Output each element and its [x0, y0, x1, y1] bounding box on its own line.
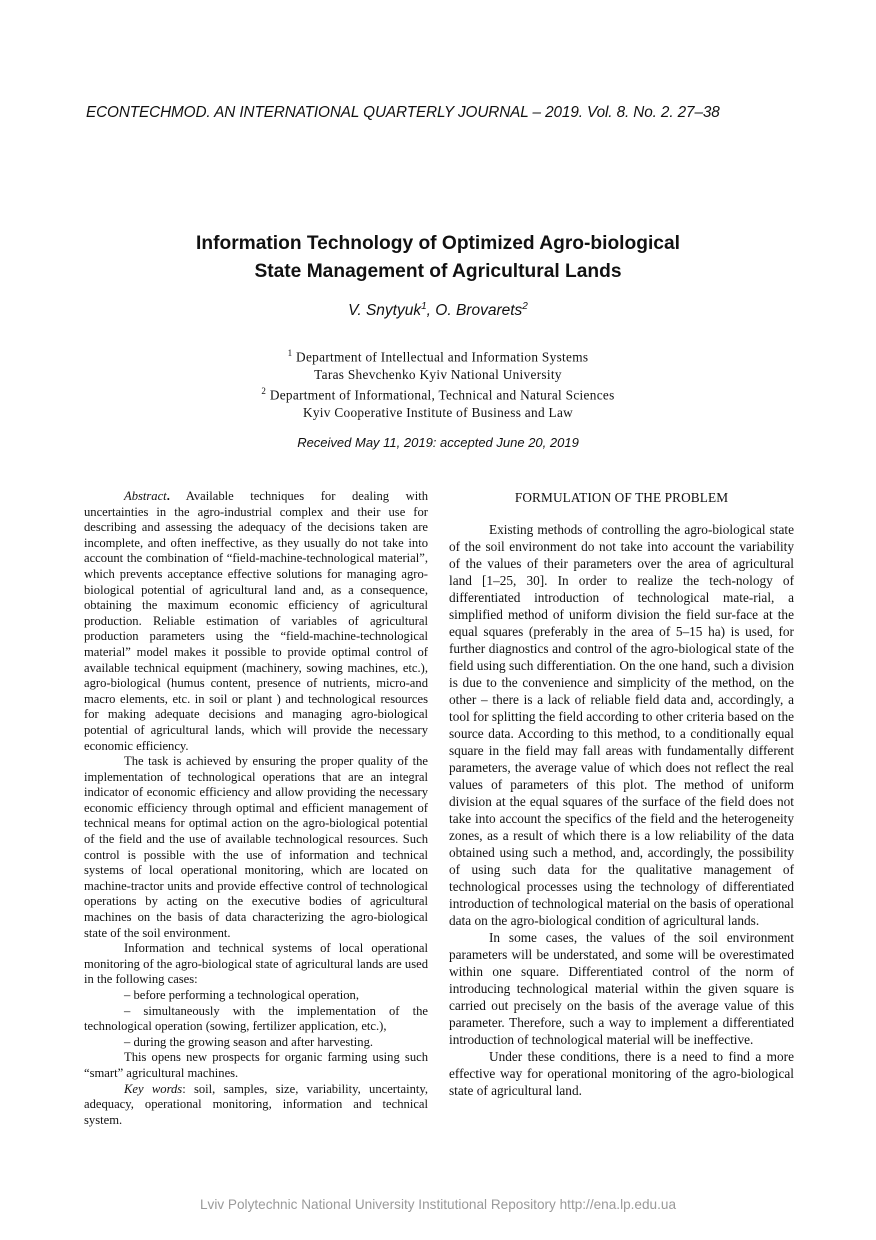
- section-heading: FORMULATION OF THE PROBLEM: [514, 490, 729, 505]
- abstract-column: [84, 489, 428, 1128]
- authors: [86, 301, 790, 320]
- affiliation-1-text: Department of Intellectual and Information Systems: [292, 349, 589, 365]
- abstract-list-item-2: – simultaneously with the implementation of the technological operation (sowing, fertilizer application, etc.),: [84, 1003, 428, 1034]
- affiliation-1-institution: Taras Shevchenko Kyiv National University: [314, 366, 562, 382]
- author-separator: ,: [426, 302, 436, 320]
- affiliation-2-dept: [86, 383, 790, 404]
- affiliation-1-mark: 1: [287, 348, 293, 358]
- affiliations: [86, 345, 790, 422]
- body-paragraph-3: Under these conditions, there is a need to find a more effective way for operational monitoring of the agro-biological state of agricultural land.: [449, 1049, 794, 1098]
- author-1-mark: 1: [421, 301, 427, 312]
- body-paragraph-2: In some cases, the values of the soil environment parameters will be understated, and some will be overestimated within one square. Differentiated control of the norm of introducing technological material within the given square is carried out precisely on the basis of the average value of this parameter. Therefore, such a way to implement a differentiated introduction of technological material will be ineffective.: [449, 930, 794, 1047]
- abstract-label-dot: .: [166, 489, 170, 503]
- running-head: ECONTECHMOD. AN INTERNATIONAL QUARTERLY JOURNAL – 2019. Vol. 8. No. 2. 27–38: [86, 104, 720, 121]
- received-dates: Received May 11, 2019: accepted June 20, 2019: [297, 435, 579, 450]
- author-2: O. Brovarets: [435, 302, 523, 320]
- repository-footer: Lviv Polytechnic National University Institutional Repository http://ena.lp.edu.ua: [199, 1197, 677, 1212]
- author-2-mark: 2: [522, 301, 528, 312]
- abstract-paragraph-3: Information and technical systems of local operational monitoring of the agro-biological state of agricultural lands are used in the following cases:: [84, 941, 428, 987]
- abstract-text-1: Available techniques for dealing with uncertainties in the agro-industrial complex and their use for describing and assessing the adequacy of the decisions taken are incomplete, and often ineffective, as they usually do not take into account the combination of “field-machine-technological material”, which prevents acceptance effective solutions for managing agro-biological potential of agricultural land and, as a consequence, obtaining the maximum economic efficiency of agricultural production. Reliable estimation of variables of agricultural production parameters using the “field-machine-technological material” model makes it possible to provide optimal control of available technical equipment (machinery, sowing machines, etc.), agro-biological (humus content, presence of nutrients, micro-and macro elements, etc. in soil or plant ) and technological resources for making adequate decisions and managing agro-biological potential of agricultural lands, which will provide the necessary economic efficiency.: [84, 489, 428, 753]
- affiliation-2-institution: Kyiv Cooperative Institute of Business and Law: [302, 405, 574, 421]
- keywords-text: : soil, samples, size, variability, uncertainty, adequacy, operational monitoring, information and technical system.: [84, 1081, 428, 1127]
- keywords: [84, 1082, 428, 1129]
- title-line-2: State Management of Agricultural Lands: [254, 261, 622, 282]
- affiliation-1-dept: [86, 345, 790, 366]
- title-line-1: Information Technology of Optimized Agro-biological: [196, 233, 680, 254]
- abstract-paragraph-1: [84, 489, 428, 754]
- abstract-paragraph-4: This opens new prospects for organic farming using such “smart” agricultural machines.: [84, 1050, 428, 1080]
- abstract-label: Abstract: [124, 489, 167, 503]
- abstract-list-item-3: – during the growing season and after harvesting.: [124, 1034, 374, 1049]
- affiliation-2-mark: 2: [261, 386, 267, 397]
- abstract-list-item-1: – before performing a technological operation,: [124, 988, 359, 1002]
- author-1: V. Snytyuk: [348, 302, 422, 320]
- keywords-label: Key words: [124, 1081, 183, 1096]
- affiliation-2-text: Department of Informational, Technical and Natural Sciences: [266, 387, 615, 403]
- body-column: [449, 489, 794, 1099]
- body-paragraph-1: Existing methods of controlling the agro-biological state of the soil environment do not take into account the variability of the values of their parameters over the area of agricultural land [1–25, 30]. In order to realize the tech-nology of differentiated introduction of technological mate-rial, a simplified method of uniform division the field sur-face at the equal squares (preferably in the area of 5–15 ha) is used, for further diagnostics and control of the agro-biological state of the field using such differentiation. On the one hand, such a division is due to the convenience and simplicity of the method, on the other – there is a lack of reliable field data and, accordingly, a tool for splitting the field according to other criteria based on the source data. According to this method, to a conditionally equal square in the field may fall areas with fundamentally different parameters, the average value of which does not reflect the real values of parameters of this plot. The method of uniform division at the equal squares of the surface of the field does not take into account the specifics of the field and the heterogeneity zones, as a result of which there is a low reliability of the data obtained using such a method, and, accordingly, the possibility of using such data for the qualitative management of technological processes using the technology of differentiated introduction of technological material on the basis of operational data on the agro-biological condition of agricultural lands.: [449, 522, 794, 928]
- paper-title: [86, 230, 790, 286]
- abstract-paragraph-2: The task is achieved by ensuring the proper quality of the implementation of technological operations that are an integral indicator of economic efficiency and allow providing the necessary economic efficiency through optimal and efficient management of technical means for optimal action on the agro-biological potential of the field and the use of available technological resources. Such control is possible with the use of information and technical systems of local operational monitoring, which are located on machine-tractor units and provide effective control of technological operations by acting on the executive bodies of agricultural machines on the basis of data characterizing the agro-biological state of the soil environment.: [84, 754, 428, 940]
